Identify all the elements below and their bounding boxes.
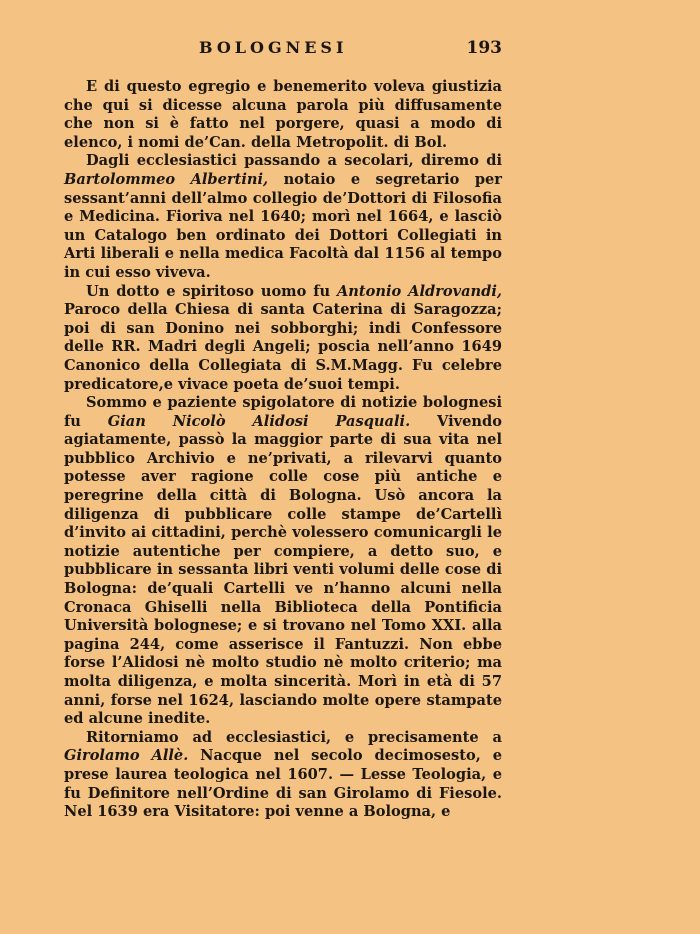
- book-page: [64, 38, 502, 822]
- text-segment: notaio e segretario per sessant’anni dell’almo collegio de’Dottori di Filosofia e Medicina. Fioriva nel 1640; morì nel 1664, e lasciò un Catalogo ben ordinato dei Dottori Collegiati in Arti liberali e nella medica Facoltà dal 1156 al tempo in cui esso viveva.: [64, 170, 503, 281]
- italic-name: Bartolommeo Albertini,: [64, 170, 269, 188]
- paragraph: [64, 78, 502, 152]
- text-segment: Sommo e paziente spigolatore di notizie bolognesi fu: [64, 394, 502, 430]
- italic-name: Girolamo Allè.: [64, 747, 189, 765]
- running-head: BOLOGNESI: [199, 38, 348, 57]
- italic-name: Antonio Aldrovandi,: [336, 282, 502, 300]
- text-segment: Ritorniamo ad ecclesiastici, e precisamente a: [86, 728, 502, 746]
- paragraph: [64, 152, 502, 282]
- paragraph: [64, 394, 502, 729]
- italic-name: Gian Nicolò Alidosi Pasquali.: [107, 412, 411, 430]
- paragraph: [64, 729, 502, 822]
- text-segment: E di questo egregio e benemerito voleva giustizia che qui si dicesse alcuna parola più diffusamente che non si è fatto nel porgere, quasi a modo di elenco, i nomi de’Can. della Metropolit. di Bol.: [64, 78, 502, 151]
- body-text: [64, 78, 502, 822]
- text-segment: Un dotto e spiritoso uomo fu: [86, 282, 337, 300]
- paragraph: [64, 283, 502, 395]
- text-segment: Nacque nel secolo decimosesto, e prese laurea teologica nel 1607. — Lesse Teologia, e fu Definitore nell’Ordine di san Girolamo di Fiesole. Nel 1639 era Visitatore: poi venne a Bologna, e: [64, 747, 502, 821]
- text-segment: Vivendo agiatamente, passò la maggior parte di sua vita nel pubblico Archivio e ne’privati, a rilevarvi quanto potesse aver ragione colle cose più antiche e peregrine della città di Bologna. Usò ancora la diligenza di pubblicare colle stampe de’Cartellì d’invito ai cittadini, perchè volessero comunicargli le notizie autentiche per compiere, a detto suo, e pubblicare in sessanta libri venti volumi delle cose di Bologna: de’quali Cartelli ve n’hanno alcuni nella Cronaca Ghiselli nella Biblioteca della Pontificia Università bolognese; e si trovano nel Tomo XXI. alla pagina 244, come asserisce il Fantuzzi. Non ebbe forse l’Alidosi nè molto studio nè molto criterio; ma molta diligenza, e molta sincerità. Morì in età di 57 anni, forse nel 1624, lasciando molte opere stampate ed alcune inedite.: [64, 412, 502, 728]
- page-header: [64, 38, 502, 78]
- text-segment: Paroco della Chiesa di santa Caterina di Saragozza; poi di san Donino nei sobborghi; indi Confessore delle RR. Madri degli Angeli; poscia nell’anno 1649 Canonico della Collegiata di S.M.Magg. Fu celebre predicatore,e vivace poeta de’suoi tempi.: [64, 301, 502, 393]
- text-segment: Dagli ecclesiastici passando a secolari, diremo di: [86, 152, 502, 170]
- page-number: 193: [466, 38, 502, 58]
